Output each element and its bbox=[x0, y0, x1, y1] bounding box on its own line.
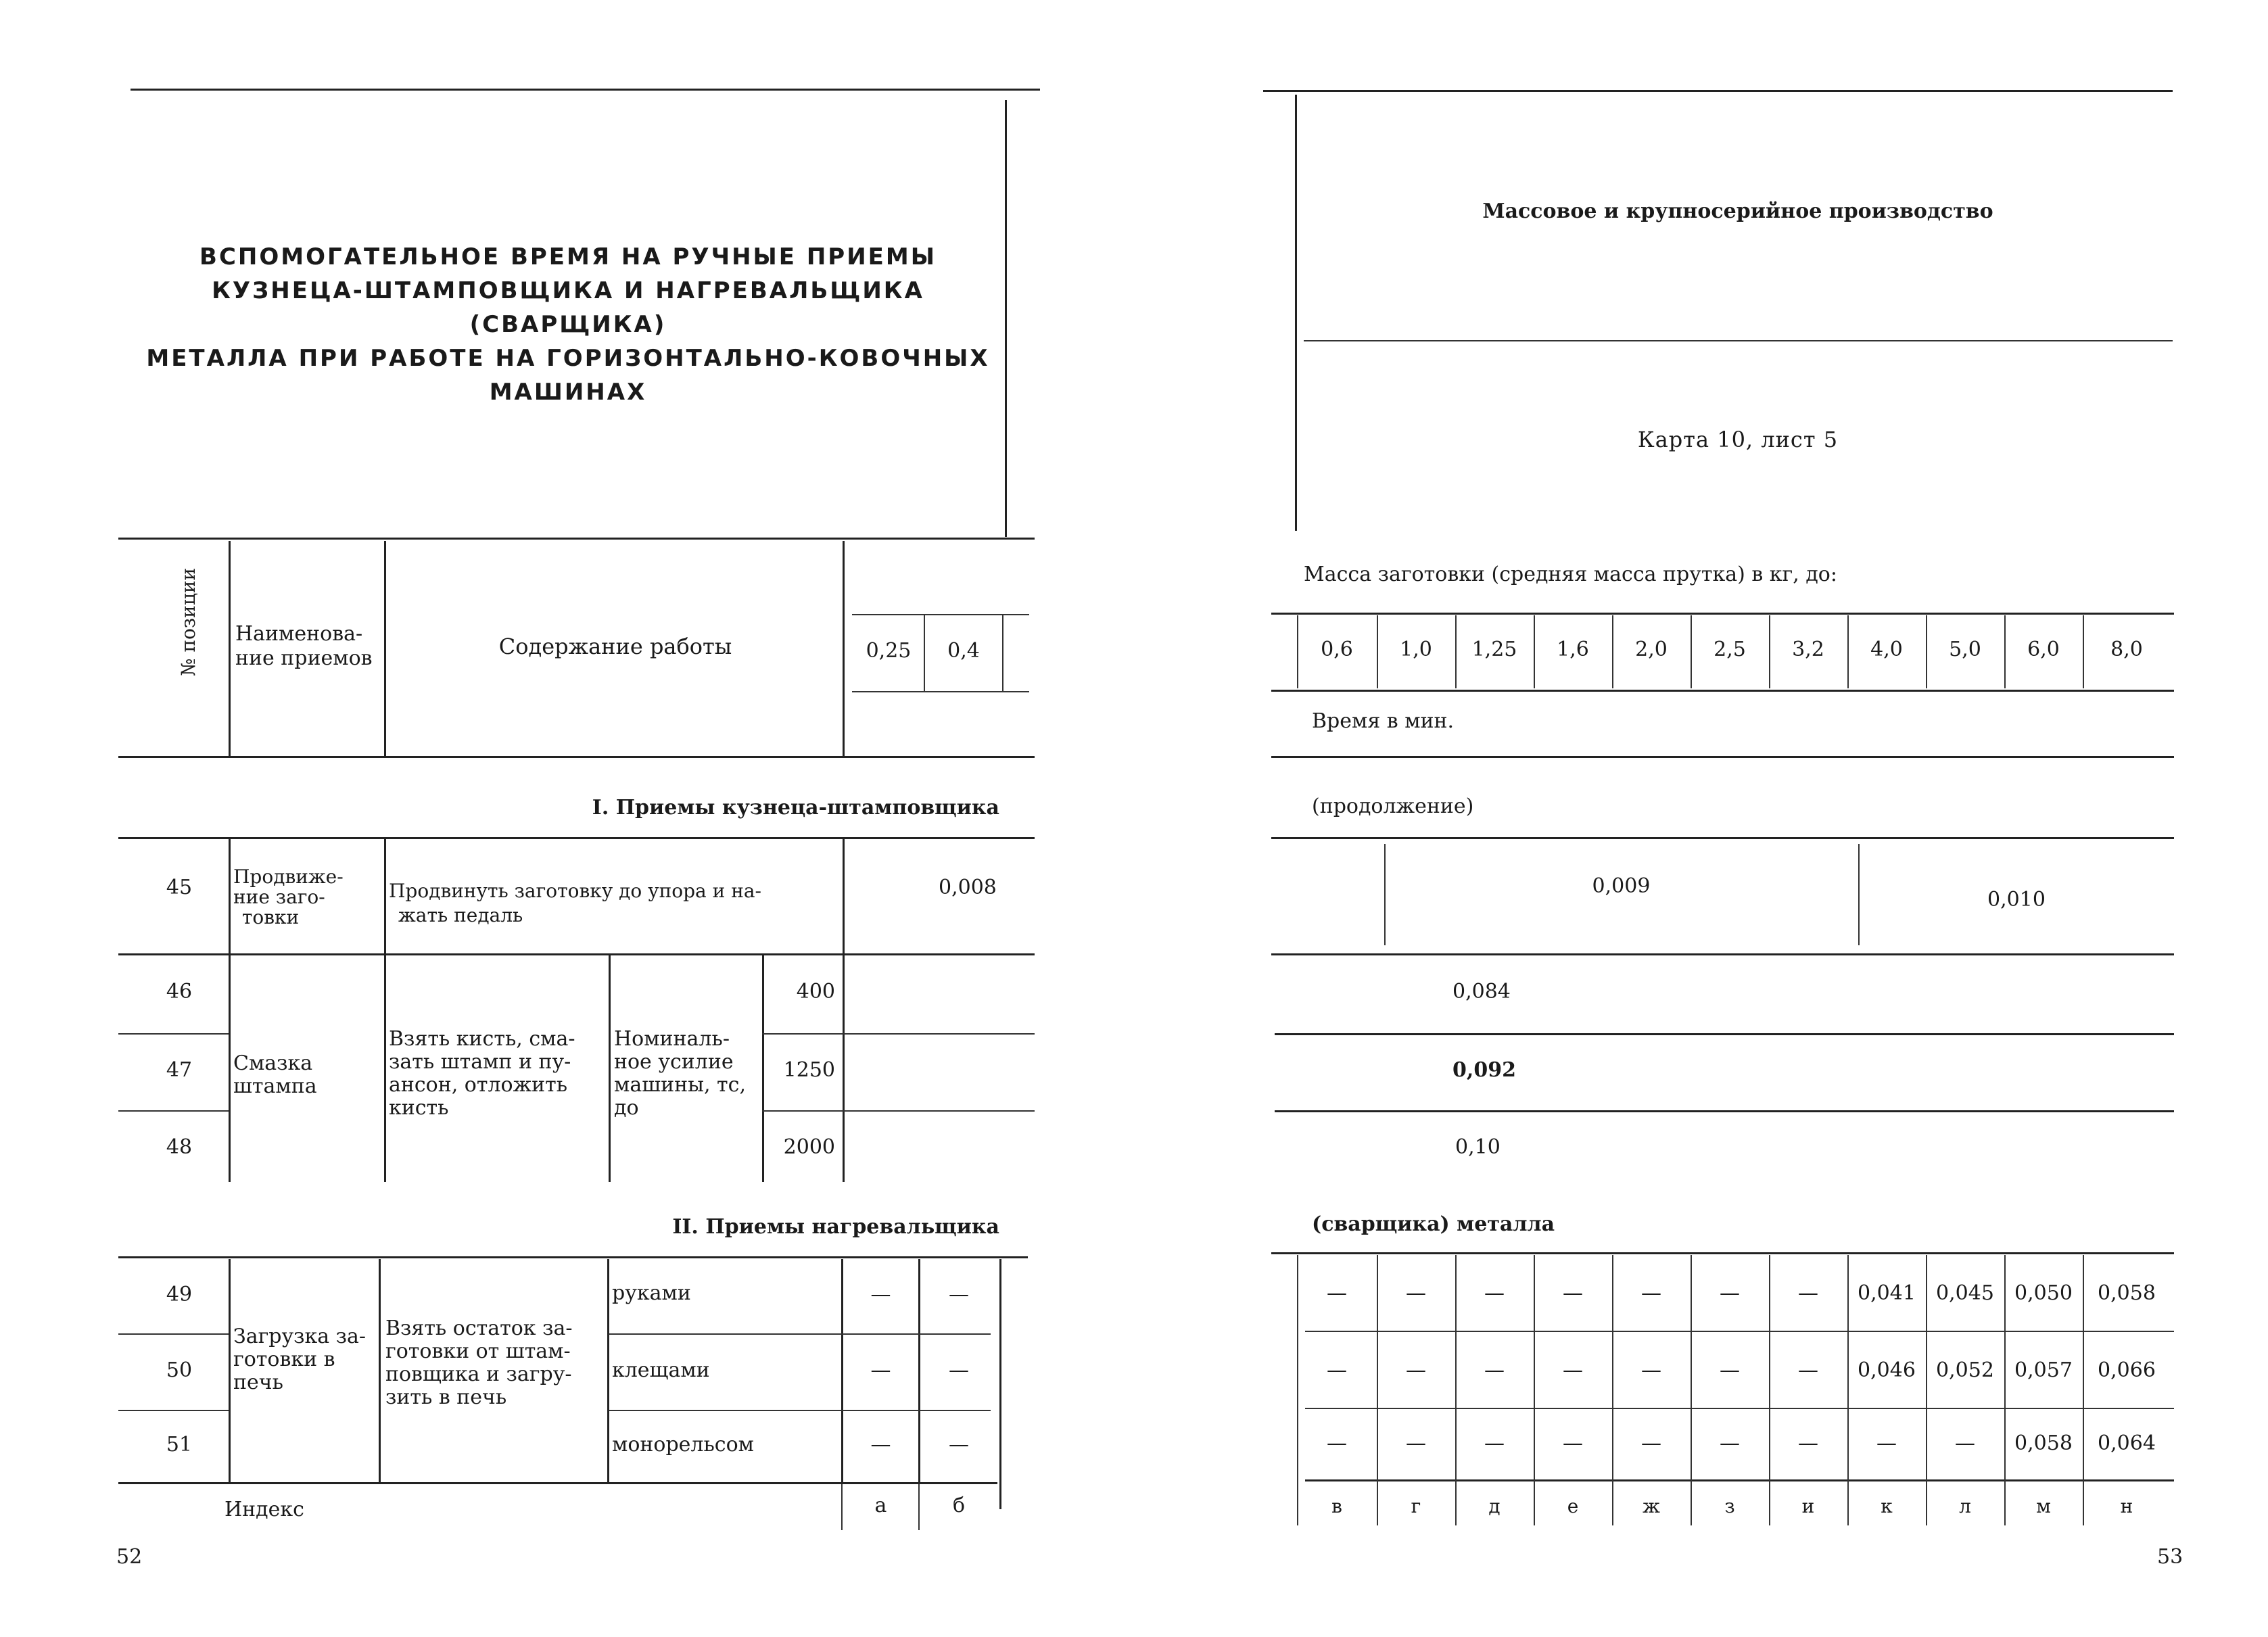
time-cell: 0,058 bbox=[2014, 1431, 2073, 1455]
dash-value: — bbox=[949, 1358, 969, 1382]
time-cell: — bbox=[1563, 1431, 1583, 1455]
content-line: жать педаль bbox=[398, 904, 523, 926]
time-cell: 0,046 bbox=[1858, 1358, 1916, 1382]
mass-value: 1,0 bbox=[1400, 638, 1432, 661]
column-divider bbox=[1534, 615, 1535, 688]
mass-value: 5,0 bbox=[1949, 638, 1981, 661]
title-line: КУЗНЕЦА-ШТАМПОВЩИКА И НАГРЕВАЛЬЩИКА (СВАРЩИКА) bbox=[212, 277, 924, 338]
time-cell: — bbox=[1798, 1358, 1818, 1382]
continuation-label: (продолжение) bbox=[1312, 794, 1474, 818]
column-divider bbox=[1297, 615, 1298, 688]
index-label: Индекс bbox=[225, 1498, 304, 1521]
mass-value: 2,5 bbox=[1714, 638, 1746, 661]
section-heading: I. Приемы кузнеца-штамповщика bbox=[592, 796, 999, 820]
mass-value: 1,25 bbox=[1471, 638, 1517, 661]
column-divider bbox=[1534, 1255, 1535, 1525]
column-divider bbox=[1691, 1255, 1692, 1525]
time-cell: 0,064 bbox=[2098, 1431, 2156, 1455]
mass-value: 0,6 bbox=[1321, 638, 1353, 661]
column-divider bbox=[1455, 1255, 1457, 1525]
force-value: 400 bbox=[796, 980, 835, 1003]
time-cell: 0,045 bbox=[1936, 1281, 1994, 1305]
technique-name bbox=[233, 867, 344, 928]
row-number: 50 bbox=[166, 1358, 193, 1382]
param-line: ное усилие bbox=[614, 1050, 734, 1074]
time-cell: — bbox=[1720, 1281, 1740, 1305]
content-line: Взять остаток за- bbox=[385, 1316, 573, 1340]
column-divider bbox=[1612, 615, 1613, 688]
mass-header-0-25: 0,25 bbox=[866, 639, 912, 663]
time-cell: — bbox=[1327, 1431, 1347, 1455]
mass-value: 6,0 bbox=[2027, 638, 2060, 661]
time-value: 0,10 bbox=[1455, 1135, 1501, 1159]
name-line: товки bbox=[241, 906, 300, 928]
index-letter: в bbox=[1331, 1495, 1342, 1517]
index-letter: г bbox=[1411, 1495, 1421, 1517]
time-cell: — bbox=[1406, 1358, 1426, 1382]
content-line: готовки от штам- bbox=[385, 1339, 571, 1363]
column-divider bbox=[1926, 615, 1927, 688]
section-heading: II. Приемы нагревальщика bbox=[672, 1215, 999, 1239]
mass-value: 2,0 bbox=[1635, 638, 1668, 661]
time-cell: 0,052 bbox=[1936, 1358, 1994, 1382]
content-line: зить в печь bbox=[385, 1385, 507, 1409]
index-letter: и bbox=[1801, 1495, 1815, 1517]
production-type: Массовое и крупносерийное производство bbox=[1482, 199, 1993, 223]
name-line: готовки в bbox=[233, 1348, 335, 1371]
column-divider bbox=[2083, 1255, 2084, 1525]
column-divider bbox=[1455, 615, 1457, 688]
time-value: 0,092 bbox=[1452, 1058, 1516, 1082]
time-cell: — bbox=[1720, 1358, 1740, 1382]
content-line: зать штамп и пу- bbox=[389, 1050, 571, 1074]
column-divider bbox=[1769, 1255, 1770, 1525]
index-letter: д bbox=[1488, 1495, 1501, 1517]
index-letter: б bbox=[952, 1494, 966, 1517]
mass-value: 3,2 bbox=[1792, 638, 1824, 661]
page-number: 53 bbox=[2157, 1545, 2183, 1569]
time-cell: — bbox=[1720, 1431, 1740, 1455]
method-label: монорельсом bbox=[612, 1433, 754, 1456]
dash-value: — bbox=[870, 1283, 891, 1306]
time-cell: — bbox=[1484, 1281, 1505, 1305]
work-content-header: Содержание работы bbox=[498, 634, 732, 659]
time-cell: — bbox=[1798, 1281, 1818, 1305]
column-divider bbox=[1377, 615, 1378, 688]
time-value: 0,009 bbox=[1592, 874, 1651, 898]
row-number: 47 bbox=[166, 1058, 193, 1082]
section-continuation: (сварщика) металла bbox=[1312, 1212, 1555, 1236]
time-cell: — bbox=[1327, 1358, 1347, 1382]
column-divider bbox=[1926, 1255, 1927, 1525]
column-divider bbox=[1377, 1255, 1378, 1525]
mass-label: Масса заготовки (средняя масса прутка) в кг, до: bbox=[1304, 563, 1837, 586]
index-letter: е bbox=[1567, 1495, 1579, 1517]
column-divider bbox=[1612, 1255, 1613, 1525]
header-line: Наименова- bbox=[235, 622, 363, 646]
work-content bbox=[389, 1028, 575, 1120]
mass-value: 1,6 bbox=[1557, 638, 1589, 661]
time-cell: — bbox=[1406, 1281, 1426, 1305]
content-line: Продвинуть заготовку до упора и на- bbox=[389, 880, 762, 902]
column-divider bbox=[1691, 615, 1692, 688]
mass-value: 8,0 bbox=[2110, 638, 2143, 661]
time-cell: — bbox=[1563, 1358, 1583, 1382]
force-value: 1250 bbox=[783, 1058, 835, 1082]
param-line: Номиналь- bbox=[614, 1027, 730, 1051]
technique-name-header bbox=[235, 622, 373, 671]
time-cell: 0,057 bbox=[2014, 1358, 2073, 1382]
page-title bbox=[135, 240, 1001, 409]
technique-name bbox=[233, 1325, 366, 1394]
index-letter: ж bbox=[1643, 1495, 1660, 1517]
name-line: Загрузка за- bbox=[233, 1325, 367, 1348]
column-divider bbox=[1847, 615, 1849, 688]
time-cell: — bbox=[1563, 1281, 1583, 1305]
row-number: 51 bbox=[166, 1433, 193, 1456]
time-cell: — bbox=[1406, 1431, 1426, 1455]
time-cell: — bbox=[1955, 1431, 1975, 1455]
time-value: 0,008 bbox=[939, 876, 997, 899]
name-line: ние заго- bbox=[233, 886, 325, 908]
time-cell: — bbox=[1484, 1358, 1505, 1382]
time-cell: — bbox=[1876, 1431, 1897, 1455]
work-content bbox=[389, 879, 761, 928]
param-line: машины, тс, bbox=[614, 1073, 746, 1097]
parameter-label bbox=[614, 1028, 746, 1120]
time-cell: 0,058 bbox=[2098, 1281, 2156, 1305]
time-cell: 0,050 bbox=[2014, 1281, 2073, 1305]
param-line: до bbox=[614, 1096, 639, 1120]
column-divider bbox=[1769, 615, 1770, 688]
force-value: 2000 bbox=[783, 1135, 835, 1159]
row-number: 45 bbox=[166, 876, 193, 899]
column-divider bbox=[2004, 1255, 2006, 1525]
time-cell: 0,066 bbox=[2098, 1358, 2156, 1382]
index-letter: з bbox=[1724, 1495, 1735, 1517]
name-line: печь bbox=[233, 1371, 283, 1394]
time-cell: 0,041 bbox=[1858, 1281, 1916, 1305]
content-line: Взять кисть, сма- bbox=[389, 1027, 575, 1051]
content-line: ансон, отложить bbox=[389, 1073, 568, 1097]
content-line: повщика и загру- bbox=[385, 1362, 572, 1386]
column-divider bbox=[1847, 1255, 1849, 1525]
row-number: 49 bbox=[166, 1283, 193, 1306]
dash-value: — bbox=[870, 1433, 891, 1456]
dash-value: — bbox=[949, 1433, 969, 1456]
row-number: 48 bbox=[166, 1135, 193, 1159]
index-letter: а bbox=[874, 1494, 887, 1517]
header-line: ние приемов bbox=[235, 646, 373, 670]
time-cell: — bbox=[1798, 1431, 1818, 1455]
dash-value: — bbox=[870, 1358, 891, 1382]
time-cell: — bbox=[1327, 1281, 1347, 1305]
mass-header-0-4: 0,4 bbox=[947, 639, 980, 663]
method-label: клещами bbox=[612, 1358, 710, 1382]
column-divider bbox=[1297, 1255, 1298, 1525]
page-number: 52 bbox=[116, 1545, 143, 1569]
name-line: штампа bbox=[233, 1074, 317, 1098]
index-letter: н bbox=[2120, 1495, 2133, 1517]
index-letter: л bbox=[1959, 1495, 1971, 1517]
index-letter: м bbox=[2036, 1495, 2051, 1517]
method-label: руками bbox=[612, 1281, 691, 1305]
content-line: кисть bbox=[389, 1096, 449, 1120]
title-line: ВСПОМОГАТЕЛЬНОЕ ВРЕМЯ НА РУЧНЫЕ ПРИЕМЫ bbox=[199, 243, 937, 270]
technique-name bbox=[233, 1052, 317, 1098]
title-line: МАШИНАХ bbox=[489, 379, 647, 406]
card-number: Карта 10, лист 5 bbox=[1637, 427, 1839, 452]
time-value: 0,010 bbox=[1987, 888, 2046, 911]
dash-value: — bbox=[949, 1283, 969, 1306]
time-cell: — bbox=[1641, 1281, 1661, 1305]
time-cell: — bbox=[1641, 1431, 1661, 1455]
name-line: Продвиже- bbox=[233, 865, 344, 888]
title-line: МЕТАЛЛА ПРИ РАБОТЕ НА ГОРИЗОНТАЛЬНО-КОВОЧНЫХ bbox=[146, 345, 990, 372]
time-label: Время в мин. bbox=[1312, 709, 1455, 733]
work-content bbox=[385, 1317, 572, 1409]
time-cell: — bbox=[1484, 1431, 1505, 1455]
row-number: 46 bbox=[166, 980, 193, 1003]
time-cell: — bbox=[1641, 1358, 1661, 1382]
mass-value: 4,0 bbox=[1870, 638, 1903, 661]
column-divider bbox=[2004, 615, 2006, 688]
time-value: 0,084 bbox=[1452, 980, 1511, 1003]
position-number-header: № позиции bbox=[177, 567, 199, 676]
name-line: Смазка bbox=[233, 1051, 313, 1075]
index-letter: к bbox=[1881, 1495, 1893, 1517]
column-divider bbox=[2083, 615, 2084, 688]
